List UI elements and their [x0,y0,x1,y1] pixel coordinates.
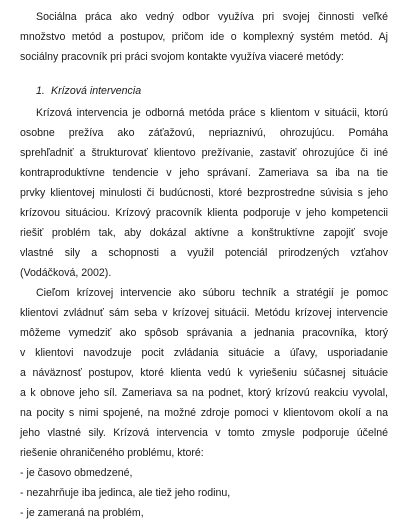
paragraph1-line-9: (Vodáčková, 2002). [20,267,112,279]
paragraph1-line-4: kontraproduktívne tendencie v jeho správaní. Zameriava sa iba na tie [20,167,388,179]
section-number: 1. [36,85,45,97]
paragraph2-line-9: riešenie ohraničeného problému, ktoré: [20,447,204,459]
paragraph1-line-7: riešiť problém tak, aby dokázal aktívne a konštruktívne zapojiť svoje [20,227,388,239]
list-item: - nezahrňuje iba jedinca, ale tiež jeho rodinu, [20,487,231,499]
section-title: Krízová intervencia [51,85,142,97]
list-item: - je zameraná na problém, [20,507,144,519]
section-heading [36,84,388,98]
paragraph2-line-4: v klientovi navodzuje pocit zvládania situácie a úľavy, usporiadanie [20,347,388,359]
list-item: - je časovo obmedzené, [20,467,133,479]
paragraph1-line-5: prvky klientovej minulosti či budúcnosti, ktoré bezprostredne súvisia s jeho [20,187,388,199]
paragraph2-line-2: klientovi zvládnuť sám seba v krízovej situácii. Metódu krízovej intervencie [20,307,388,319]
paragraph2-line-8: jeho vlastné sily. Krízová intervencia v tomto zmysle podporuje účelné [20,427,388,439]
paragraph2-line-5: a náväznosť postupov, ktoré klienta vedú k vyriešeniu súčasnej situácie [20,367,388,379]
intro-line-1: Sociálna práca ako vedný odbor využíva pri svojej činnosti veľké [36,11,388,23]
paragraph1-line-2: osobne prežíva ako záťažovú, nepriaznivú, ohrozujúcu. Pomáha [20,127,388,139]
intro-line-3: sociálny pracovník pri práci svojom kontakte využíva viaceré metódy: [20,51,344,63]
paragraph1-line-6: krízovou situáciou. Krízový pracovník klienta podporuje v jeho kompetencii [20,207,388,219]
paragraph2-line-7: na pocity s nimi spojené, na možné zdroje pomoci v klientovom okolí a na [20,407,388,419]
paragraph1-line-1: Krízová intervencia je odborná metóda práce s klientom v situácii, ktorú [36,107,388,119]
paragraph2-line-3: môžeme vymedziť ako spôsob správania a jednania pracovníka, ktorý [20,327,388,339]
paragraph1-line-3: sprehľadniť a štrukturovať klientovo prežívanie, zastaviť ohrozujúce či iné [20,147,388,159]
paragraph1-line-8: vlastné sily a schopnosti a využil potenciál prirodzených vzťahov [20,247,388,259]
paragraph2-line-1: Cieľom krízovej intervencie ako súboru techník a stratégií je pomoc [36,287,388,299]
paragraph2-line-6: a k obnove jeho síl. Zameriava sa na podnet, ktorý krízovú reakciu vyvolal, [20,387,388,399]
intro-line-2: množstvo metód a postupov, pričom ide o komplexný systém metód. Aj [20,31,388,43]
